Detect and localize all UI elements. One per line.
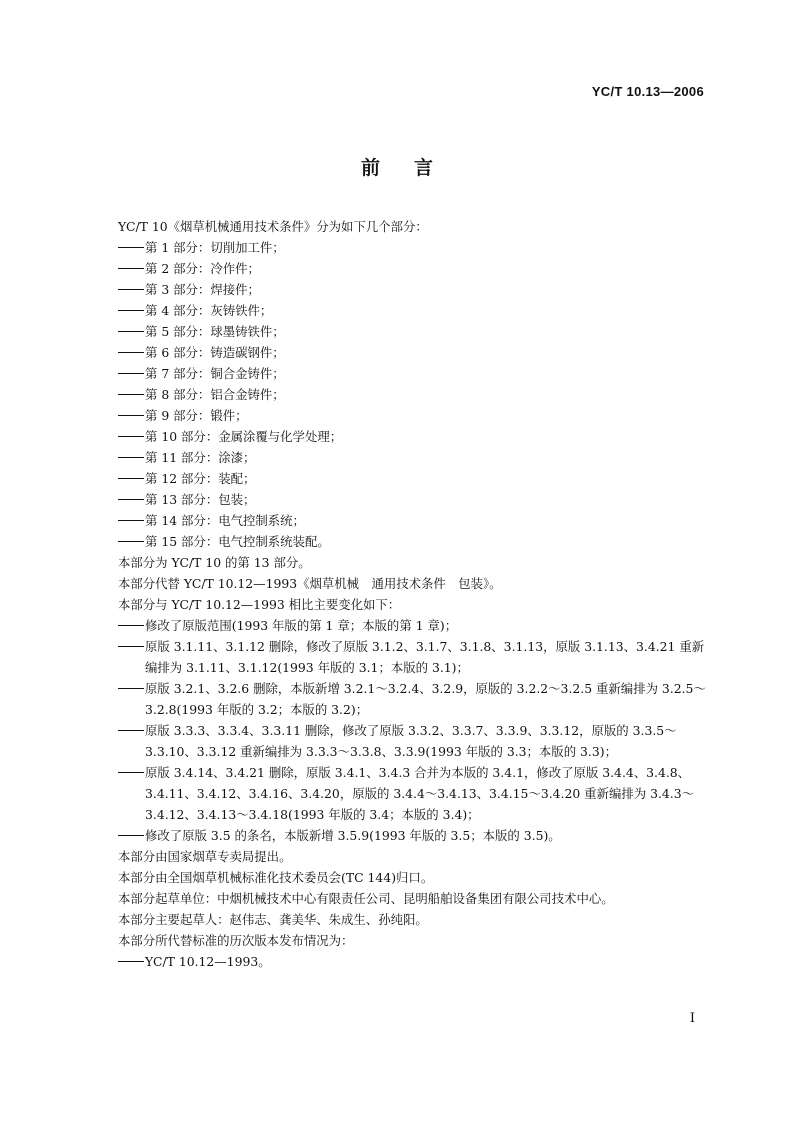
- part-item: [118, 426, 710, 447]
- em-dash-mark: [118, 247, 144, 248]
- part-item-text: 第 6 部分：铸造碳钢件；: [145, 345, 285, 360]
- change-item: [118, 615, 710, 636]
- part-item: [118, 279, 710, 300]
- closing-line: 本部分由国家烟草专卖局提出。: [118, 849, 292, 864]
- change-item-text: 修改了原版范围(1993 年版的第 1 章；本版的第 1 章)；: [145, 618, 458, 633]
- em-dash-mark: [118, 520, 144, 521]
- part-item-text: 第 14 部分：电气控制系统；: [145, 513, 305, 528]
- em-dash-mark: [118, 646, 144, 647]
- em-dash-mark: [118, 499, 144, 500]
- part-item-text: 第 2 部分：冷作件；: [145, 261, 260, 276]
- em-dash-mark: [118, 457, 144, 458]
- em-dash-mark: [118, 835, 144, 836]
- change-item-text: 原版 3.4.14、3.4.21 删除，原版 3.4.1、3.4.3 合并为本版的 3.4.1，修改了原版 3.4.4、3.4.8、3.4.11、3.4.12、3.4.16、3.4.20，原版的 3.4.4～3.4.13、3.4.15～3.4.20 重新编排为 3.4.3～3.4.12、3.4.13～3.4.18(1993 年版的 3.4；本版的 3.4)；: [145, 765, 694, 822]
- em-dash-mark: [118, 331, 144, 332]
- part-item-text: 第 7 部分：铜合金铸件；: [145, 366, 285, 381]
- closing-line: 本部分由全国烟草机械标准化技术委员会(TC 144)归口。: [118, 870, 434, 885]
- em-dash-mark: [118, 436, 144, 437]
- part-item: [118, 405, 710, 426]
- parts-list: [118, 237, 710, 552]
- history-item: [118, 951, 710, 972]
- part-item: [118, 531, 710, 552]
- part-item-text: 第 10 部分：金属涂覆与化学处理；: [145, 429, 343, 444]
- replaces-statement: 本部分代替 YC/T 10.12—1993《烟草机械 通用技术条件 包装》。: [118, 576, 502, 591]
- closing-statements: [118, 846, 710, 951]
- part-item: [118, 237, 710, 258]
- changes-list: [118, 615, 710, 846]
- part-item-text: 第 1 部分：切削加工件；: [145, 240, 285, 255]
- part-item-text: 第 9 部分：锻件；: [145, 408, 248, 423]
- part-item-text: 第 15 部分：电气控制系统装配。: [145, 534, 330, 549]
- part-item-text: 第 11 部分：涂漆；: [145, 450, 256, 465]
- em-dash-mark: [118, 268, 144, 269]
- part-item-text: 第 4 部分：灰铸铁件；: [145, 303, 273, 318]
- change-item-text: 原版 3.2.1、3.2.6 删除，本版新增 3.2.1～3.2.4、3.2.9，原版的 3.2.2～3.2.5 重新编排为 3.2.5～3.2.8(1993 年版的 3.2；本版的 3.2)；: [145, 681, 706, 717]
- em-dash-mark: [118, 478, 144, 479]
- part-item-text: 第 12 部分：装配；: [145, 471, 256, 486]
- closing-line: 本部分主要起草人：赵伟志、龚美华、朱成生、孙纯阳。: [118, 912, 428, 927]
- part-item-text: 第 3 部分：焊接件；: [145, 282, 260, 297]
- part-item-text: 第 5 部分：球墨铸铁件；: [145, 324, 285, 339]
- page-number: I: [689, 1011, 695, 1026]
- change-item: [118, 762, 710, 825]
- standard-code: YC/T 10.13—2006: [591, 84, 704, 99]
- change-item-text: 原版 3.1.11、3.1.12 删除，修改了原版 3.1.2、3.1.7、3.1.8、3.1.13，原版 3.1.13、3.4.21 重新编排为 3.1.11、3.1.12(1993 年版的 3.1；本版的 3.1)；: [145, 639, 705, 675]
- em-dash-mark: [118, 541, 144, 542]
- em-dash-mark: [118, 289, 144, 290]
- changes-intro: 本部分与 YC/T 10.12—1993 相比主要变化如下：: [118, 597, 401, 612]
- part-item: [118, 489, 710, 510]
- history-list: [118, 951, 710, 972]
- em-dash-mark: [118, 352, 144, 353]
- closing-line: 本部分起草单位：中烟机械技术中心有限责任公司、昆明船舶设备集团有限公司技术中心。: [118, 891, 614, 906]
- part-item-text: 第 13 部分：包装；: [145, 492, 256, 507]
- change-item-text: 修改了原版 3.5 的条名，本版新增 3.5.9(1993 年版的 3.5；本版的 3.5)。: [145, 828, 561, 843]
- em-dash-mark: [118, 310, 144, 311]
- part-of-statement: 本部分为 YC/T 10 的第 13 部分。: [118, 555, 311, 570]
- part-item: [118, 321, 710, 342]
- part-item: [118, 258, 710, 279]
- em-dash-mark: [118, 373, 144, 374]
- part-item: [118, 447, 710, 468]
- intro-line: YC/T 10《烟草机械通用技术条件》分为如下几个部分：: [118, 219, 428, 234]
- em-dash-mark: [118, 961, 144, 962]
- part-item: [118, 468, 710, 489]
- closing-line: 本部分所代替标准的历次版本发布情况为：: [118, 933, 354, 948]
- part-item: [118, 510, 710, 531]
- em-dash-mark: [118, 772, 144, 773]
- part-item: [118, 363, 710, 384]
- em-dash-mark: [118, 625, 144, 626]
- em-dash-mark: [118, 394, 144, 395]
- part-item-text: 第 8 部分：铝合金铸件；: [145, 387, 285, 402]
- change-item: [118, 720, 710, 762]
- part-item: [118, 342, 710, 363]
- page-title: 前言: [360, 157, 467, 179]
- change-item-text: 原版 3.3.3、3.3.4、3.3.11 删除，修改了原版 3.3.2、3.3.7、3.3.9、3.3.12，原版的 3.3.5～3.3.10、3.3.12 重新编排为 3.3.3～3.3.8、3.3.9(1993 年版的 3.3；本版的 3.3)；: [145, 723, 677, 759]
- em-dash-mark: [118, 730, 144, 731]
- history-item-text: YC/T 10.12—1993。: [145, 954, 271, 969]
- part-item: [118, 300, 710, 321]
- em-dash-mark: [118, 415, 144, 416]
- em-dash-mark: [118, 688, 144, 689]
- foreword-body: [118, 216, 710, 972]
- change-item: [118, 636, 710, 678]
- part-item: [118, 384, 710, 405]
- change-item: [118, 825, 710, 846]
- change-item: [118, 678, 710, 720]
